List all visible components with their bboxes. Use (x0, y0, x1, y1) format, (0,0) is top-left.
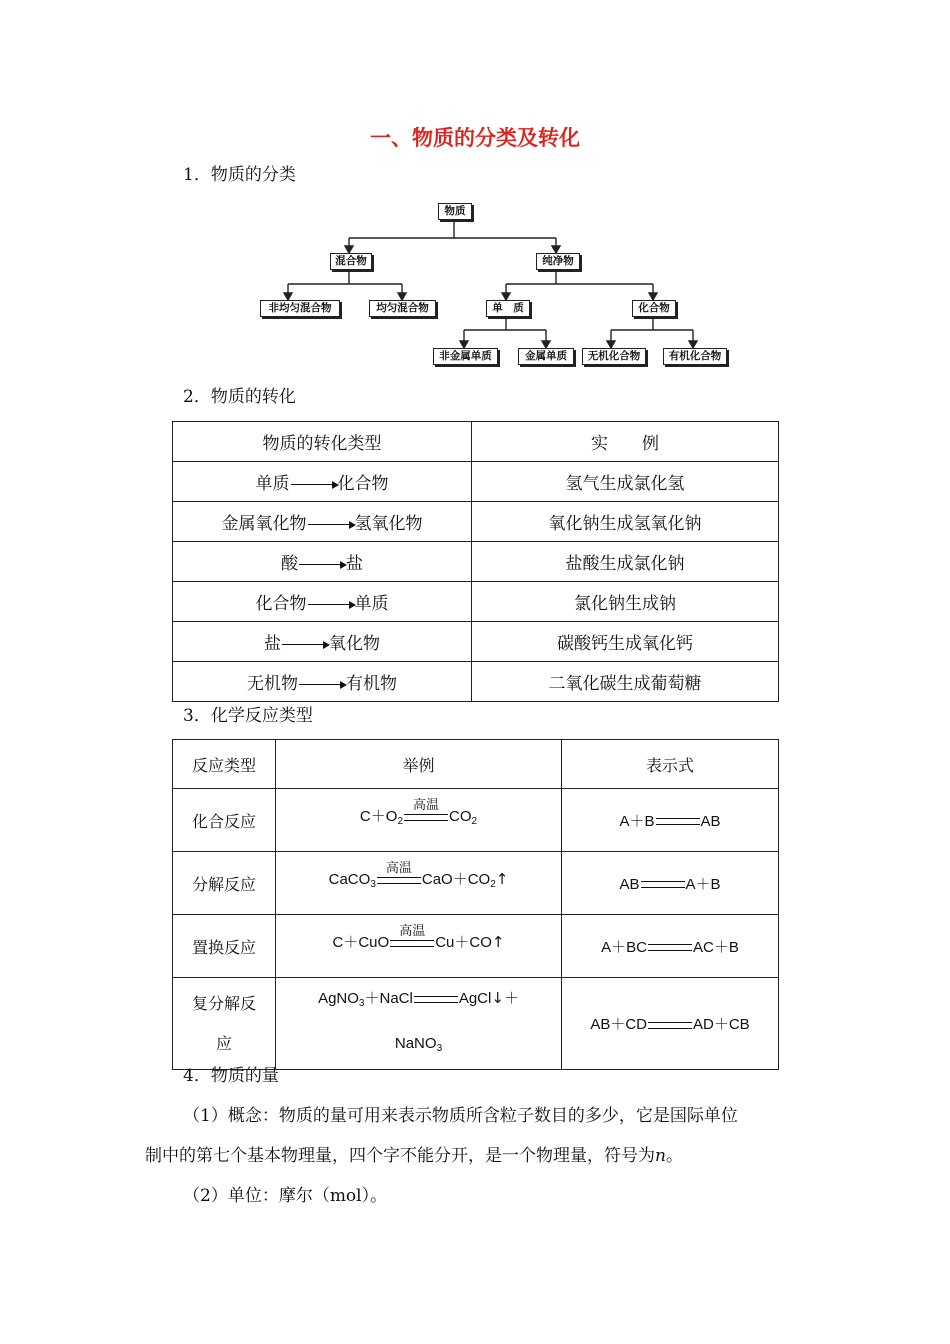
reaction-type-cell: 分解反应 (173, 852, 276, 915)
table-row (173, 542, 779, 582)
equals-sign-icon (648, 1022, 692, 1029)
classification-tree (250, 196, 730, 371)
general-form-cell: A＋B AB (562, 789, 779, 852)
table-header-cell: 举例 (276, 740, 562, 789)
table-header-cell: 物质的转化类型 (173, 422, 472, 462)
example-cell: 氢气生成氯化氢 (472, 462, 779, 502)
example-equation-cell: $C+O_2$ 高温 $CO_2$ (276, 789, 562, 852)
table-header-row (173, 740, 779, 789)
conversion-type-cell: 盐 氧化物 (173, 622, 472, 662)
equals-sign-icon (641, 881, 685, 888)
equals-sign-icon (414, 996, 458, 1003)
tree-connectors (250, 196, 730, 371)
table-row (173, 502, 779, 542)
equals-sign-icon (648, 944, 692, 951)
table-row (173, 662, 779, 702)
node-nonuniform-mixture: 非均匀混合物 (260, 300, 340, 317)
node-mixture: 混合物 (330, 253, 372, 270)
table-header-row (173, 422, 779, 462)
section-heading-reaction-types: 3．化学反应类型 (183, 706, 313, 726)
gas-up-arrow-icon: ↑ (495, 870, 509, 888)
conversion-type-cell: 化合物 单质 (173, 582, 472, 622)
precipitate-down-arrow-icon: ↓ (491, 989, 504, 1007)
paragraph-unit: （2）单位：摩尔（mol）。 (183, 1186, 388, 1206)
arrow-icon (299, 684, 345, 685)
node-pure-substance: 纯净物 (536, 253, 580, 270)
table-row (173, 582, 779, 622)
node-uniform-mixture: 均匀混合物 (369, 300, 436, 317)
section-heading-conversion: 2．物质的转化 (183, 387, 296, 407)
section-heading-amount-of-substance: 4．物质的量 (183, 1066, 279, 1086)
paragraph-concept-line1: （1）概念：物质的量可用来表示物质所含粒子数目的多少，它是国际单位 (183, 1106, 738, 1126)
node-metal-element: 金属单质 (518, 348, 574, 365)
reaction-types-table (172, 739, 779, 1070)
example-equation-cell: C＋CuO 高温 Cu＋CO↑ (276, 915, 562, 978)
equals-sign-icon: 高温 (404, 814, 448, 821)
arrow-icon (299, 564, 345, 565)
equals-sign-icon (656, 818, 700, 825)
example-cell: 碳酸钙生成氧化钙 (472, 622, 779, 662)
node-nonmetal-element: 非金属单质 (433, 348, 498, 365)
equals-sign-icon: 高温 (377, 877, 421, 884)
reaction-type-cell: 化合反应 (173, 789, 276, 852)
table-header-cell: 表示式 (562, 740, 779, 789)
conversion-type-cell: 金属氧化物 氢氧化物 (173, 502, 472, 542)
example-cell: 氧化钠生成氢氧化钠 (472, 502, 779, 542)
table-header-cell: 反应类型 (173, 740, 276, 789)
paragraph-concept-line2: 制中的第七个基本物理量，四个字不能分开，是一个物理量，符号为n。 (145, 1146, 683, 1166)
arrow-icon (308, 604, 354, 605)
example-cell: 氯化钠生成钠 (472, 582, 779, 622)
example-equation-cell: AgNO$_3$＋NaCl AgCl↓＋ NaNO$_3$ (276, 978, 562, 1070)
node-element: 单 质 (486, 300, 530, 317)
symbol-n: n (655, 1146, 666, 1166)
node-inorganic-compound: 无机化合物 (582, 348, 646, 365)
table-header-cell: 实 例 (472, 422, 779, 462)
node-organic-compound: 有机化合物 (663, 348, 727, 365)
table-row (173, 852, 779, 915)
node-compound: 化合物 (632, 300, 676, 317)
node-substance: 物质 (438, 203, 472, 220)
gas-up-arrow-icon: ↑ (491, 933, 505, 951)
section-heading-classification: 1．物质的分类 (183, 165, 296, 185)
conversion-type-cell: 无机物 有机物 (173, 662, 472, 702)
arrow-icon (282, 644, 328, 645)
example-cell: 二氧化碳生成葡萄糖 (472, 662, 779, 702)
table-row (173, 462, 779, 502)
table-row (173, 789, 779, 852)
arrow-icon (308, 524, 354, 525)
conversion-table (172, 421, 779, 702)
example-cell: 盐酸生成氯化钠 (472, 542, 779, 582)
table-row (173, 622, 779, 662)
general-form-cell: AB A＋B (562, 852, 779, 915)
table-row (173, 978, 779, 1070)
reaction-type-cell: 置换反应 (173, 915, 276, 978)
table-row (173, 915, 779, 978)
general-form-cell: A＋BC AC＋B (562, 915, 779, 978)
example-equation-cell: CaCO$_3$ 高温 $CaO+CO_2↑$ (276, 852, 562, 915)
general-form-cell: AB＋CD AD＋CB (562, 978, 779, 1070)
arrow-icon (291, 484, 337, 485)
conversion-type-cell: 酸 盐 (173, 542, 472, 582)
equals-sign-icon: 高温 (390, 940, 434, 947)
page-title: 一、物质的分类及转化 (370, 126, 580, 150)
conversion-type-cell: 单质 化合物 (173, 462, 472, 502)
reaction-type-cell: 复分解反 应 (173, 978, 276, 1070)
